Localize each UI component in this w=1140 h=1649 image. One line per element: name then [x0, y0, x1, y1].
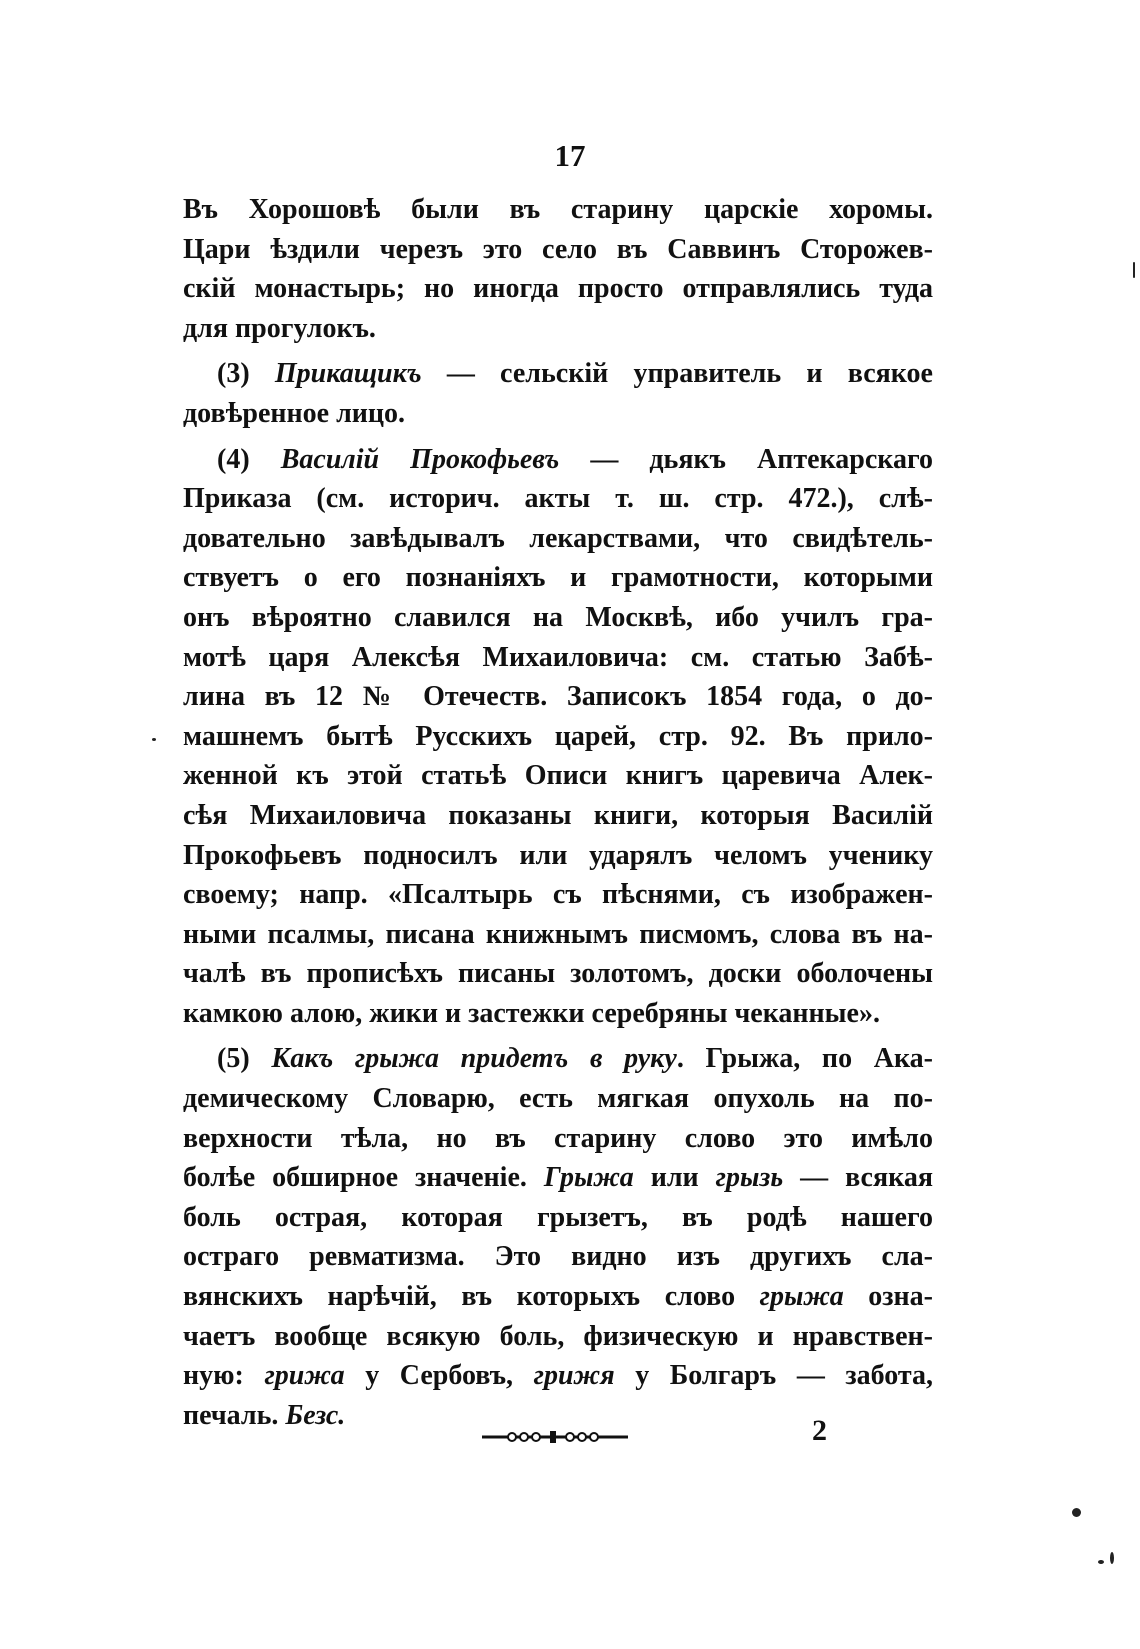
notes-text — [183, 190, 933, 1435]
text-run: машнемъ бытѣ Русскихъ царей, стр. 92. Въ прило- — [183, 720, 933, 752]
ink-speck — [1110, 1552, 1114, 1564]
text-run: онъ вѣроятно славился на Москвѣ, ибо училъ гра- — [183, 601, 933, 633]
text-line — [183, 638, 933, 678]
text-run: лина въ 12 № Отечеств. Записокъ 1854 года, о до- — [183, 681, 933, 713]
text-line — [183, 875, 933, 915]
text-line — [183, 1119, 933, 1159]
text-line — [183, 1039, 933, 1079]
text-run: ными псалмы, писана книжнымъ писмомъ, слова въ на- — [183, 918, 933, 950]
ink-speck — [1072, 1508, 1081, 1517]
text-run: Приказа (см. историч. акты т. ш. стр. 472.), слѣ- — [183, 483, 933, 515]
italic-term: Грыжа — [543, 1162, 634, 1194]
text-line — [183, 394, 933, 434]
text-run: остраго ревматизма. Это видно изъ другихъ сла- — [183, 1241, 933, 1273]
text-run: озна- — [843, 1281, 933, 1313]
text-line — [183, 1079, 933, 1119]
text-run: — дьякъ Аптекарскаго — [559, 443, 933, 475]
text-line — [183, 756, 933, 796]
italic-term: Василій Прокофьевъ — [280, 443, 560, 475]
text-line — [183, 1317, 933, 1357]
text-run: печаль. — [183, 1399, 286, 1431]
ink-speck — [1133, 262, 1135, 278]
ink-speck — [152, 738, 156, 741]
text-line — [183, 954, 933, 994]
text-line — [183, 558, 933, 598]
text-run: у Сербовъ, — [344, 1360, 534, 1392]
text-run: (3) — [217, 358, 275, 390]
italic-term: Безс. — [285, 1399, 346, 1431]
italic-term: грыжа — [759, 1281, 844, 1313]
text-run: ную: — [183, 1360, 265, 1392]
text-run: (4) — [217, 443, 281, 475]
text-run: демическому Словарю, есть мягкая опухоль на по- — [183, 1083, 933, 1115]
text-line — [183, 915, 933, 955]
text-run: болѣе обширное значеніе. — [183, 1162, 544, 1194]
text-line — [183, 354, 933, 394]
text-run: довѣренное лицо. — [183, 397, 406, 429]
text-line — [183, 519, 933, 559]
text-run: ствуетъ о его познаніяхъ и грамотности, которыми — [183, 562, 933, 594]
text-run: — сельскій управитель и всякое — [421, 358, 933, 390]
text-run: верхности тѣла, но въ старину слово это имѣло — [183, 1122, 933, 1154]
text-run: — всякая — [783, 1162, 933, 1194]
text-line — [183, 440, 933, 480]
signature-mark: 2 — [812, 1414, 827, 1447]
italic-term: Прикащикъ — [274, 358, 422, 390]
text-line — [183, 309, 933, 349]
text-line — [183, 479, 933, 519]
text-line — [183, 796, 933, 836]
text-run: камкою алою, жики и застежки серебряны чеканные». — [183, 997, 880, 1029]
text-line — [183, 1198, 933, 1238]
text-run: боль острая, которая грызетъ, въ родѣ нашего — [183, 1201, 933, 1233]
text-line — [183, 717, 933, 757]
text-line — [183, 1158, 933, 1198]
text-run: довательно завѣдывалъ лекарствами, что свидѣтель- — [183, 522, 933, 554]
text-line — [183, 836, 933, 876]
text-run: Цари ѣздили черезъ это село въ Саввинъ Сторожев- — [183, 233, 933, 265]
text-run: (5) — [217, 1043, 272, 1075]
text-run: скій монастырь; но иногда просто отправлялись туда — [183, 273, 933, 305]
text-run: Прокофьевъ подносилъ или ударялъ челомъ ученику — [183, 839, 933, 871]
text-run: мотѣ царя Алексѣя Михаиловича: см. статью Забѣ- — [183, 641, 933, 673]
italic-term: Какъ грыжа придетъ в руку — [271, 1043, 677, 1075]
text-run: чаетъ вообще всякую боль, физическую и нравствен- — [183, 1320, 933, 1352]
text-line — [183, 269, 933, 309]
ornament-rule — [480, 1430, 630, 1444]
text-line — [183, 1356, 933, 1396]
text-run: сѣя Михаиловича показаны книги, которыя Василій — [183, 799, 933, 831]
italic-term: грижя — [533, 1360, 615, 1392]
ink-speck — [1098, 1560, 1104, 1564]
italic-term: грижа — [264, 1360, 345, 1392]
text-run: у Болгаръ — забота, — [614, 1360, 934, 1392]
text-run: . Грыжа, по Ака- — [676, 1043, 933, 1075]
text-run: или — [633, 1162, 716, 1194]
text-line — [183, 1277, 933, 1317]
text-run: для прогулокъ. — [183, 312, 376, 344]
text-run: чалѣ въ прописѣхъ писаны золотомъ, доски оболочены — [183, 958, 933, 990]
text-line — [183, 230, 933, 270]
text-run: вянскихъ нарѣчій, въ которыхъ слово — [183, 1281, 760, 1313]
text-run: женной къ этой статьѣ Описи книгъ царевича Алек- — [183, 760, 933, 792]
text-run: своему; напр. «Псалтырь съ пѣснями, съ изображен- — [183, 879, 933, 911]
text-line — [183, 994, 933, 1034]
text-line — [183, 190, 933, 230]
page-number: 17 — [554, 138, 586, 173]
italic-term: грызь — [715, 1162, 784, 1194]
text-line — [183, 1237, 933, 1277]
text-line — [183, 677, 933, 717]
text-run: Въ Хорошовѣ были въ старину царскіе хоромы. — [183, 194, 933, 225]
text-line — [183, 598, 933, 638]
